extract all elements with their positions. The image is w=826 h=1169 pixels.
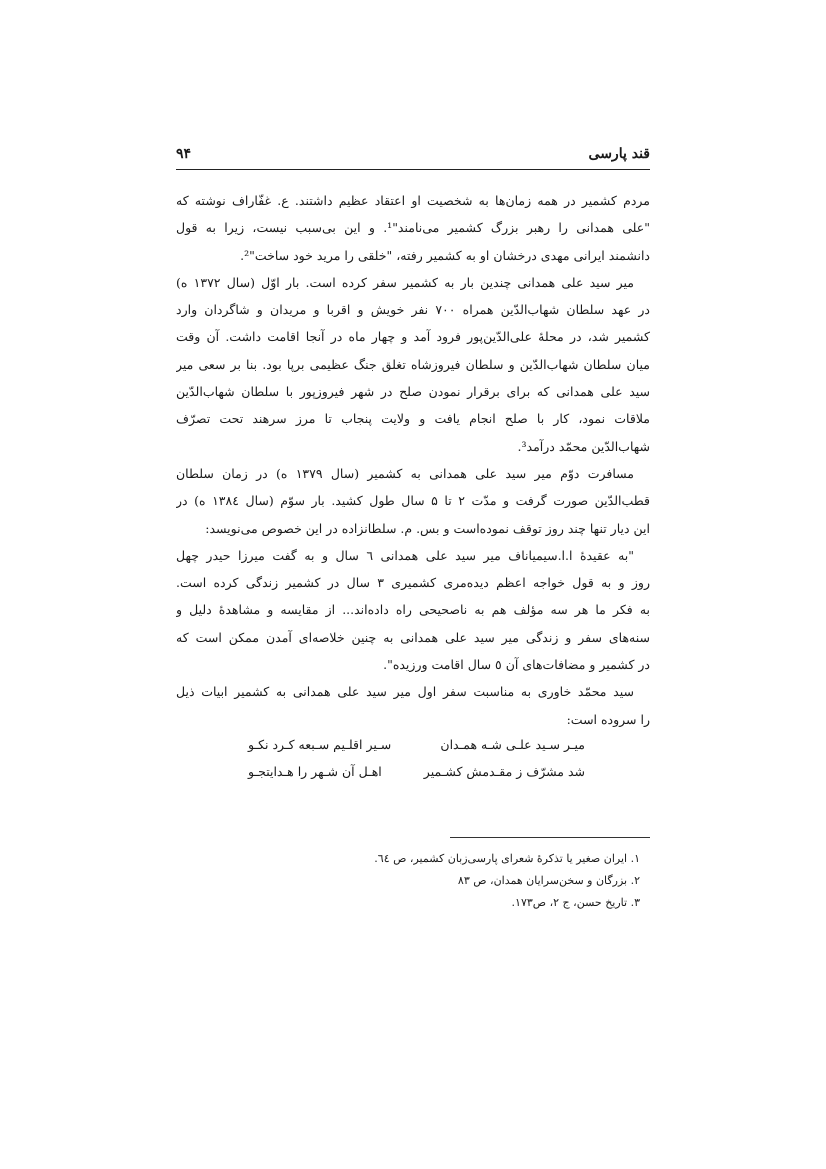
text-line: "به عقیدهٔ ا.ا.سیمیاناف میر سید علی همدانی ٦ سال و به گفت میرزا حیدر چهل (176, 547, 634, 563)
quote-paragraph (176, 542, 650, 678)
page-header (176, 146, 650, 168)
text-line: این دیار تنها چند روز توقف نموده‌است و بس. م. سلطانزاده در این خصوص می‌نویسد: (205, 520, 650, 536)
paragraph-3 (176, 460, 650, 542)
text-line: ملاقات نمود، کار با صلح انجام یافت و ولایت پنجاب تا مرز سرهند تحت تصرّف (176, 411, 650, 427)
text-line: را سروده است: (566, 711, 650, 727)
main-text (176, 187, 650, 733)
footnote: ۳. تاریخ حسن، ج ۲، ص۱۷۳. (511, 896, 640, 909)
text-line: مسافرت دوّم میر سید علی همدانی به کشمیر (سال ۱۳۷۹ ه) در زمان سلطان (176, 465, 634, 481)
text-line: شهاب‌الدّین محمّد درآمد³. (517, 438, 650, 454)
text-line: روز و به قول خواجه اعظم دیده‌مری کشمیری ۳ سال در کشمیر زندگی کرده است. (176, 575, 650, 591)
text-line: مردم کشمیر در همه زمان‌ها به شخصیت او اعتقاد عظیم داشتند. ع. غفّاراف نوشته که (176, 193, 650, 208)
text-line: سنه‌های سفر و زندگی میر سید علی همدانی به چنین خلاصه‌ای آمدن ممکن است که (176, 629, 650, 645)
footnote: ۲. بزرگان و سخن‌سرایان همدان، ص ۸۳ (457, 874, 640, 887)
text-line: قطب‌الدّین صورت گرفت و مدّت ۲ تا ۵ سال طول کشید. بار سوّم (سال ۱۳۸٤ ه) در (176, 493, 650, 509)
first-hemistich: میـر سـید علـی شـه همـدان (440, 737, 585, 752)
text-line: سید علی همدانی که برای برقرار نمودن صلح در شهر فیروزپور با سلطان شهاب‌الدّین (176, 384, 650, 400)
footnotes (176, 848, 650, 914)
paragraph-1 (176, 187, 650, 269)
text-line: به فکر ما هر سه مؤلف هم به ناصحیحی راه داده‌اند... از مقایسه و مشاهدهٔ دلیل و (176, 602, 650, 618)
running-title: قند پارسی (588, 146, 650, 162)
paragraph-2 (176, 269, 650, 460)
second-hemistich: اهـل آن شـهر را هـدایتجـو (248, 764, 382, 779)
footnote: ۱. ایران صغیر یا تذکرهٔ شعرای پارسی‌زبان کشمیر، ص ٦٤. (374, 852, 640, 865)
text-line: میان سلطان شهاب‌الدّین و سلطان فیروزشاه تغلق جنگ عظیمی برپا بود. بنا بر سعی میر (176, 356, 650, 372)
paragraph-5 (176, 678, 650, 733)
page-number: ۹۴ (176, 146, 192, 162)
verse-line (240, 737, 585, 764)
footnote-rule (450, 837, 650, 838)
text-line: میر سید علی همدانی چندین بار به کشمیر سفر کرده است. بار اوّل (سال ۱۳۷۲ ه) (176, 274, 634, 290)
text-line: در کشمیر و مضافات‌های آن ٥ سال اقامت ورزیده". (383, 657, 650, 673)
text-line: در عهد سلطان شهاب‌الدّین همراه ۷۰۰ نفر خویش و اقربا و مریدان و شاگردان وارد (176, 302, 650, 318)
text-line: دانشمند ایرانی مهدی درخشان او به کشمیر رفته، "خلقی را مرید خود ساخت"². (240, 247, 650, 263)
header-rule (176, 169, 650, 170)
first-hemistich: شد مشرّف ز مقـدمش کشـمیر (423, 764, 585, 779)
text-line: سید محمّد خاوری به مناسبت سفر اول میر سید علی همدانی به کشمیر ابیات ذیل (176, 684, 634, 700)
verse-line (240, 764, 585, 791)
poem-verses (240, 737, 585, 791)
text-line: کشمیر شد، در محلهٔ علی‌الدّین‌پور فرود آمد و چهار ماه در آنجا اقامت داشت. آن وقت (176, 329, 650, 345)
second-hemistich: سـیر اقلـیم سـبعه کـرد نکـو (248, 737, 392, 752)
text-line: "علی همدانی را رهبر بزرگ کشمیر می‌نامند"¹. و این بی‌سبب نیست، زیرا به قول (176, 220, 650, 236)
